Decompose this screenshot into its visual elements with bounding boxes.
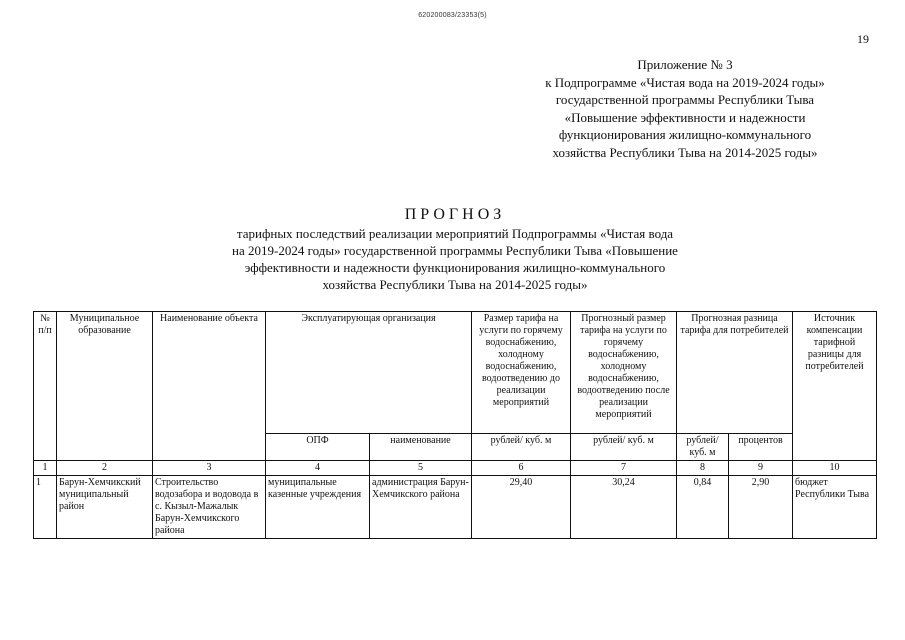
subheader-unit-diff: рублей/ куб. м (677, 434, 729, 461)
appendix-line: Приложение № 3 (637, 57, 733, 72)
subheader-percent: процентов (729, 434, 793, 461)
cell-num: 1 (34, 476, 57, 539)
table-row (34, 476, 877, 539)
cell-opf: муниципальные казенные учреждения (266, 476, 370, 539)
appendix-line: государственной программы Республики Тыва (555, 92, 815, 108)
tariff-forecast-table (33, 311, 877, 539)
cell-tariff-before: 29,40 (472, 476, 571, 539)
subtitle-line: эффективности и надежности функционирования жилищно-коммунального (244, 260, 666, 275)
column-number: 9 (729, 461, 793, 476)
subheader-opf: ОПФ (266, 434, 370, 461)
column-number: 5 (370, 461, 472, 476)
appendix-header (470, 56, 900, 162)
page-number: 19 (857, 32, 869, 46)
header-difference: Прогнозная разница тарифа для потребителей (677, 312, 793, 434)
column-number: 1 (34, 461, 57, 476)
appendix-line: функционирования жилищно-коммунального (558, 127, 812, 143)
column-number: 4 (266, 461, 370, 476)
column-number-row (34, 461, 877, 476)
document-title: ПРОГНОЗ (404, 206, 506, 223)
appendix-line: к Подпрограмме «Чистая вода на 2019-2024 годы» (545, 74, 825, 90)
cell-tariff-after: 30,24 (571, 476, 677, 539)
column-number: 10 (793, 461, 877, 476)
header-tariff-after: Прогнозный размер тарифа на услуги по горячему водоснабжению, холодному водоснабжению, водоотведению после реализации мероприятий (571, 312, 677, 434)
column-number: 2 (57, 461, 153, 476)
header-source: Источник компенсации тарифной разницы для потребителей (793, 312, 877, 461)
column-number: 6 (472, 461, 571, 476)
column-number: 7 (571, 461, 677, 476)
subheader-name: наименование (370, 434, 472, 461)
column-number: 3 (153, 461, 266, 476)
appendix-line: хозяйства Республики Тыва на 2014-2025 годы» (552, 144, 818, 160)
header-tariff-before: Размер тарифа на услуги по горячему водоснабжению, холодному водоснабжению, водоотведению до реализации мероприятий (472, 312, 571, 434)
cell-diff-rub: 0,84 (677, 476, 729, 539)
header-operator: Эксплуатирующая организация (266, 312, 472, 434)
cell-operator-name: администрация Барун-Хемчикского района (370, 476, 472, 539)
cell-municipality: Барун-Хемчикский муниципальный район (57, 476, 153, 539)
subtitle-line: хозяйства Республики Тыва на 2014-2025 годы» (322, 277, 588, 292)
subheader-unit-after: рублей/ куб. м (571, 434, 677, 461)
subtitle-line: тарифных последствий реализации мероприятий Подпрограммы «Чистая вода (236, 226, 674, 241)
subheader-unit-before: рублей/ куб. м (472, 434, 571, 461)
appendix-line: «Повышение эффективности и надежности (564, 109, 806, 125)
header-num: № п/п (34, 312, 57, 461)
column-number: 8 (677, 461, 729, 476)
header-object: Наименование объекта (153, 312, 266, 461)
table-header-row (34, 312, 877, 434)
document-id: 620200083/23353(5) (418, 12, 487, 19)
cell-source: бюджет Республики Тыва (793, 476, 877, 539)
document-subtitle (150, 225, 760, 293)
cell-diff-percent: 2,90 (729, 476, 793, 539)
cell-object: Строительство водозабора и водовода в с. Кызыл-Мажалык Барун-Хемчикского района (153, 476, 266, 539)
subtitle-line: на 2019-2024 годы» государственной программы Республики Тыва «Повышение (232, 243, 678, 258)
header-municipality: Муниципальное образование (57, 312, 153, 461)
